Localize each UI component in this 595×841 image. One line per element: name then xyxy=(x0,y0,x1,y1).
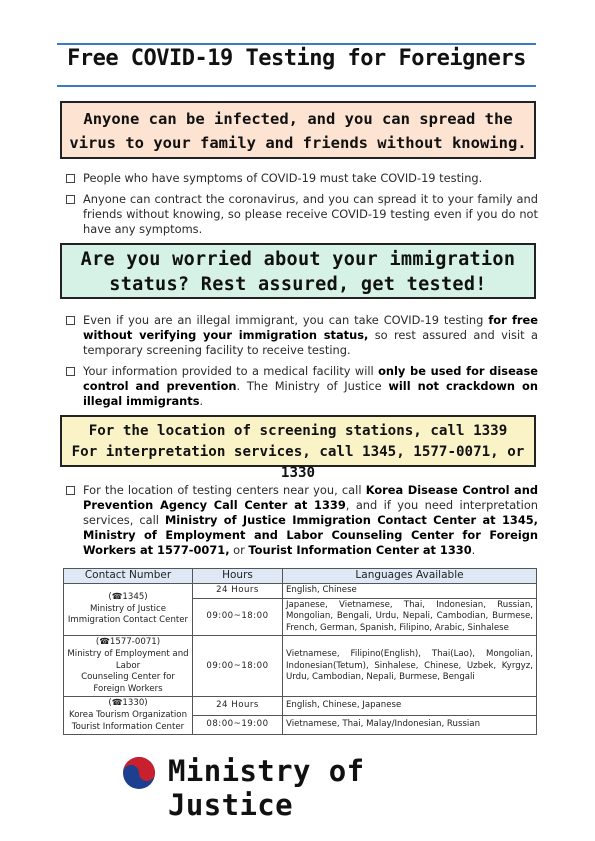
org-name: Counseling Center for xyxy=(81,672,175,683)
taegeuk-emblem-icon xyxy=(122,756,156,790)
org-name: Labor xyxy=(115,660,141,671)
languages-cell: Japanese, Vietnamese, Thai, Indonesian, Russian, Mongolian, Bengali, Urdu, Nepali, Cambodian, Burmese, French, German, Spanish, Filipino, Arabic, Sinhalese xyxy=(283,598,537,636)
table-row xyxy=(64,697,537,716)
infection-warning-box xyxy=(60,101,536,159)
list-item xyxy=(66,364,538,409)
contact-cell xyxy=(64,636,193,697)
hours-cell: 24 Hours xyxy=(193,584,283,599)
phone-number: (☎1330) xyxy=(108,698,148,709)
table-row xyxy=(64,636,537,697)
header-contact-number: Contact Number xyxy=(64,569,193,584)
org-name: Foreign Workers xyxy=(93,683,163,694)
contact-cell xyxy=(64,697,193,735)
hours-cell: 08:00~19:00 xyxy=(193,716,283,735)
table-row xyxy=(64,584,537,599)
checkbox-icon xyxy=(66,486,75,495)
infection-warning-line-2: virus to your family and friends without knowing. xyxy=(69,134,527,152)
list-item xyxy=(66,192,538,237)
contact-table xyxy=(63,568,537,735)
checkbox-icon xyxy=(66,195,75,204)
list-item-text: People who have symptoms of COVID-19 must take COVID-19 testing. xyxy=(83,171,483,185)
checkbox-icon xyxy=(66,174,75,183)
page-title: Free COVID-19 Testing for Foreigners xyxy=(67,46,526,71)
languages-cell: Vietnamese, Filipino(English), Thai(Lao), Mongolian, Indonesian(Tetum), Sinhalese, Chinese, Uzbek, Kyrgyz, Urdu, Cambodian, Nepali, Burmese, Bengali xyxy=(283,636,537,697)
org-name: Ministry of Justice xyxy=(89,603,167,614)
phone-number: (☎1577-0071) xyxy=(95,637,161,648)
checkbox-icon xyxy=(66,367,75,376)
list-item xyxy=(66,171,538,186)
checkbox-icon xyxy=(66,316,75,325)
hotline-box xyxy=(60,415,536,481)
org-name: Immigration Contact Center xyxy=(67,615,189,626)
hours-cell: 09:00~18:00 xyxy=(193,598,283,636)
languages-cell: Vietnamese, Thai, Malay/Indonesian, Russian xyxy=(283,716,537,735)
list-item xyxy=(66,483,538,558)
list-item-text: Even if you are an illegal immigrant, you can take COVID-19 testing for free without verifying your immigration status, so rest assured and visit a temporary screening facility to receive testing. xyxy=(83,313,538,357)
contact-cell xyxy=(64,584,193,636)
list-item xyxy=(66,313,538,358)
infection-warning-line-1: Anyone can be infected, and you can spread the xyxy=(83,110,513,128)
org-name: Tourist Information Center xyxy=(71,721,185,732)
title-underline xyxy=(57,85,536,87)
header-languages: Languages Available xyxy=(283,569,537,584)
languages-cell: English, Chinese, Japanese xyxy=(283,697,537,716)
org-name: Ministry of Employment and xyxy=(67,648,189,659)
table-header-row xyxy=(64,569,537,584)
header-hours: Hours xyxy=(193,569,283,584)
hotline-line-1: For the location of screening stations, call 1339 xyxy=(88,423,508,439)
top-rule xyxy=(57,43,536,45)
immigration-status-line-1: Are you worried about your immigration xyxy=(80,249,516,270)
ministry-footer xyxy=(122,754,482,822)
list-item-text: Your information provided to a medical facility will only be used for disease control and prevention. The Ministry of Justice will not crackdown on illegal immigrants. xyxy=(83,364,538,408)
immigration-status-line-2: status? Rest assured, get tested! xyxy=(109,274,487,295)
phone-number: (☎1345) xyxy=(108,592,148,603)
ministry-name: Ministry of Justice xyxy=(168,754,365,822)
hours-cell: 09:00~18:00 xyxy=(193,636,283,697)
languages-cell: English, Chinese xyxy=(283,584,537,599)
org-name: Korea Tourism Organization xyxy=(68,709,188,720)
hours-cell: 24 Hours xyxy=(193,697,283,716)
hotline-line-2: For interpretation services, call 1345, 1577-0071, or 1330 xyxy=(71,444,525,481)
immigration-status-box xyxy=(60,243,536,299)
list-item-text: For the location of testing centers near you, call Korea Disease Control and Prevention Agency Call Center at 1339, and if you need interpretation services, call Ministry of Justice Immigration Contact Center at 1345, Ministry of Employment and Labor Counseling Center for Foreign Workers at 1577-0071, or Tourist Information Center at 1330. xyxy=(83,483,539,557)
list-item-text: Anyone can contract the coronavirus, and you can spread it to your family and friends without knowing, so please receive COVID-19 testing even if you do not have any symptoms. xyxy=(83,192,538,236)
